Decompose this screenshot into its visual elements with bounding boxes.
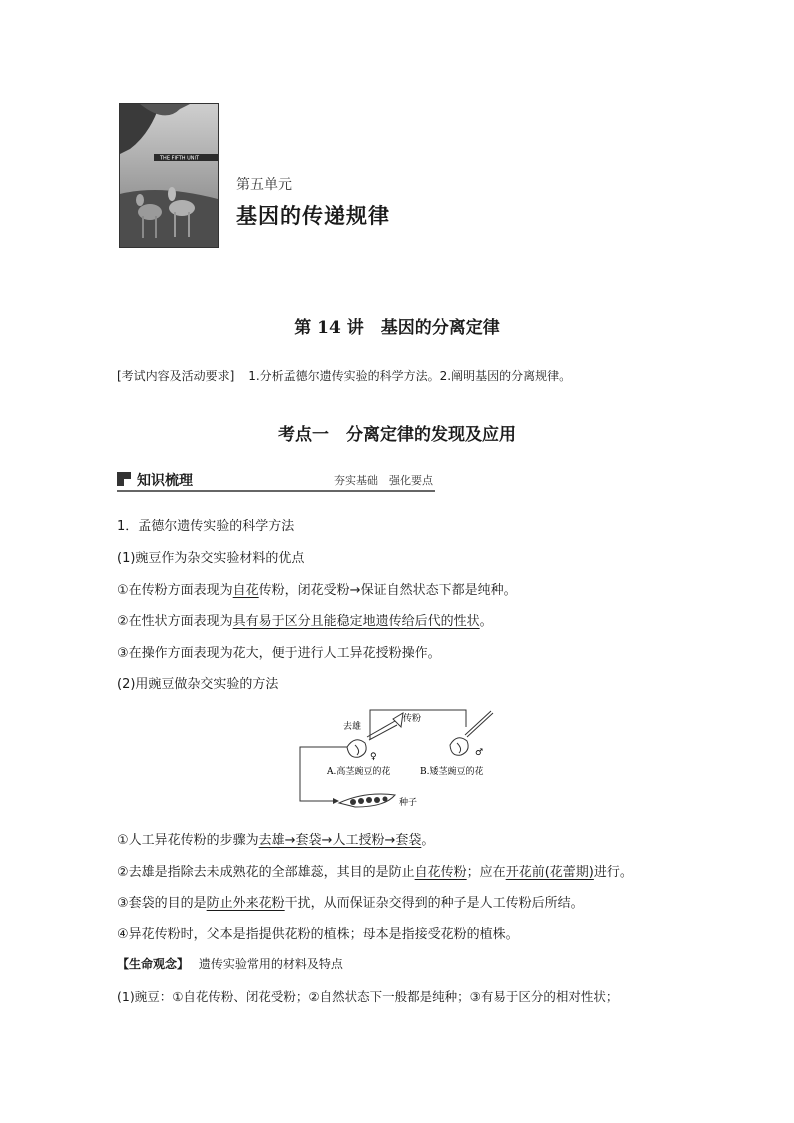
seed-pod-icon: [339, 794, 395, 807]
label-emasculation: 去雄: [343, 722, 362, 732]
section-header: [117, 468, 435, 492]
answer-underline: 去雄→套袋→人工授粉→套袋: [258, 833, 422, 848]
text-segment: ②在性状方面表现为: [117, 614, 233, 629]
answer-underline: 自花传粉: [414, 865, 467, 880]
text-segment: ①在传粉方面表现为: [117, 583, 233, 598]
answer-underline: 具有易于区分且能稳定地遗传给后代的性状: [232, 614, 480, 629]
flower-b-icon: [450, 711, 493, 758]
text-segment: ；应在: [466, 865, 506, 880]
text-segment: ②去雄是指除去未成熟花的全部雄蕊，其目的是防止: [117, 865, 415, 880]
label-seed: 种子: [399, 798, 418, 808]
text-segment: 干扰，从而保证杂交得到的种子是人工传粉后所结。: [284, 896, 584, 911]
female-symbol: ♀: [370, 752, 377, 762]
point-3: ③在操作方面表现为花大，便于进行人工异花授粉操作。: [117, 646, 441, 661]
exam-requirements: [117, 367, 571, 384]
text-segment: 进行。: [593, 865, 633, 880]
requirements-text: 1.分析孟德尔遗传实验的科学方法。2.阐明基因的分离规律。: [248, 369, 572, 383]
label-pollination: 传粉: [403, 714, 422, 724]
text-segment: 传粉，闭花受粉→保证自然状态下都是纯种。: [258, 583, 517, 598]
unit-cover-photo: [119, 103, 219, 248]
flower-a-icon: [347, 713, 403, 762]
answer-underline: 开花前(花蕾期): [505, 865, 594, 880]
text-segment: 。: [421, 833, 435, 848]
pollination-diagram: [295, 707, 505, 812]
text-segment: ①人工异花传粉的步骤为: [117, 833, 259, 848]
life-concept: [117, 955, 343, 972]
kaodian-title: 考点一 分离定律的发现及应用: [278, 425, 516, 445]
answer-underline: 防止外来花粉: [206, 896, 285, 911]
section-tag: 夯实基础 强化要点: [334, 474, 433, 487]
point-1: [117, 579, 517, 598]
male-symbol: ♂: [475, 748, 484, 758]
heading-1-1: (1)豌豆作为杂交实验材料的优点: [117, 551, 305, 566]
step-3: [117, 892, 584, 911]
label-flower-b: B.矮茎豌豆的花: [420, 767, 484, 777]
text-segment: ③套袋的目的是: [117, 896, 207, 911]
step-4: ④异花传粉时，父本是指提供花粉的植株；母本是指接受花粉的植株。: [117, 927, 519, 942]
label-flower-a: A.高茎豌豆的花: [327, 767, 391, 777]
deer-photo-illustration: [120, 104, 218, 247]
text-segment: 。: [479, 614, 493, 629]
lecture-title: 第 14 讲 基因的分离定律: [294, 318, 500, 338]
answer-underline: 自花: [232, 583, 259, 598]
pollination-diagram-svg: [295, 707, 505, 812]
heading-1: 1．孟德尔遗传实验的科学方法: [117, 519, 295, 534]
section-name: 知识梳理: [137, 473, 193, 489]
section-divider: [117, 490, 435, 492]
section-square-icon: [117, 472, 131, 486]
life-concept-tag: 【生命观念】: [117, 957, 190, 971]
pea-features: (1)豌豆：①自花传粉、闭花受粉；②自然状态下一般都是纯种；③有易于区分的相对性状；: [117, 989, 619, 1004]
unit-number: 第五单元: [236, 177, 292, 193]
step-2: [117, 861, 633, 880]
point-2: [117, 610, 493, 629]
requirements-tag: [考试内容及活动要求]: [117, 369, 235, 383]
life-concept-text: 遗传实验常用的材料及特点: [198, 957, 343, 971]
heading-1-2: (2)用豌豆做杂交实验的方法: [117, 677, 279, 692]
unit-title: 基因的传递规律: [236, 204, 390, 228]
photo-caption: THE FIFTH UNIT: [160, 155, 200, 162]
step-1: [117, 829, 434, 848]
